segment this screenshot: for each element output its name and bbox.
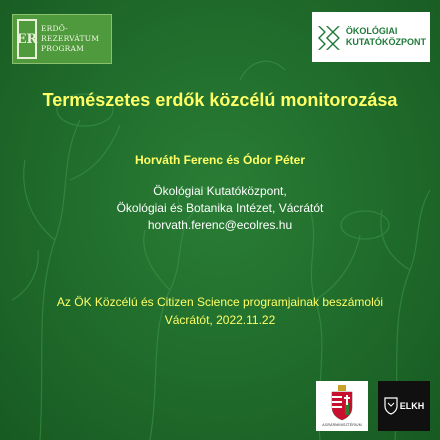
elkh-shield-icon (384, 397, 398, 415)
affiliation-line-2: Ökológiai és Botanika Intézet, Vácrátót (116, 201, 324, 215)
hungarian-coat-of-arms-icon (329, 385, 355, 421)
elkh-text: ELKH (399, 401, 425, 411)
author-email: horvath.ferenc@ecolres.hu (147, 218, 293, 232)
slide-title: Természetes erdők közcélú monitorozása (42, 90, 398, 110)
ok-leaf-icon (316, 22, 342, 52)
logo-line-1: ERDŐ- (41, 24, 68, 33)
ok-line-1: ÖKOLÓGIAI (345, 26, 398, 36)
place-date: Vácrátót, 2022.11.22 (164, 313, 276, 327)
logo-line-2: REZERVÁTUM (41, 34, 100, 43)
okologiai-kutatokozpont-logo (312, 12, 430, 62)
slide-authors: Horváth Ferenc és Ódor Péter (134, 153, 306, 167)
report-line: Az ÖK Közcélú és Citizen Science programjainak beszámolói (56, 295, 384, 309)
logo-line-3: PROGRAM (41, 44, 84, 53)
agrarminiszterium-logo (316, 381, 368, 431)
agrarminiszterium-caption: AGRÁRMINISZTÉRIUM (322, 423, 362, 427)
elkh-logo (378, 381, 430, 431)
affiliation-line-1: Ökológiai Kutatóközpont, (153, 184, 287, 198)
ok-line-2: KUTATÓKÖZPONT (345, 37, 426, 47)
report-block (0, 293, 440, 329)
er-monogram: ER (17, 19, 37, 59)
erdorezervatum-program-logo (12, 14, 112, 64)
affiliation-block (0, 183, 440, 234)
